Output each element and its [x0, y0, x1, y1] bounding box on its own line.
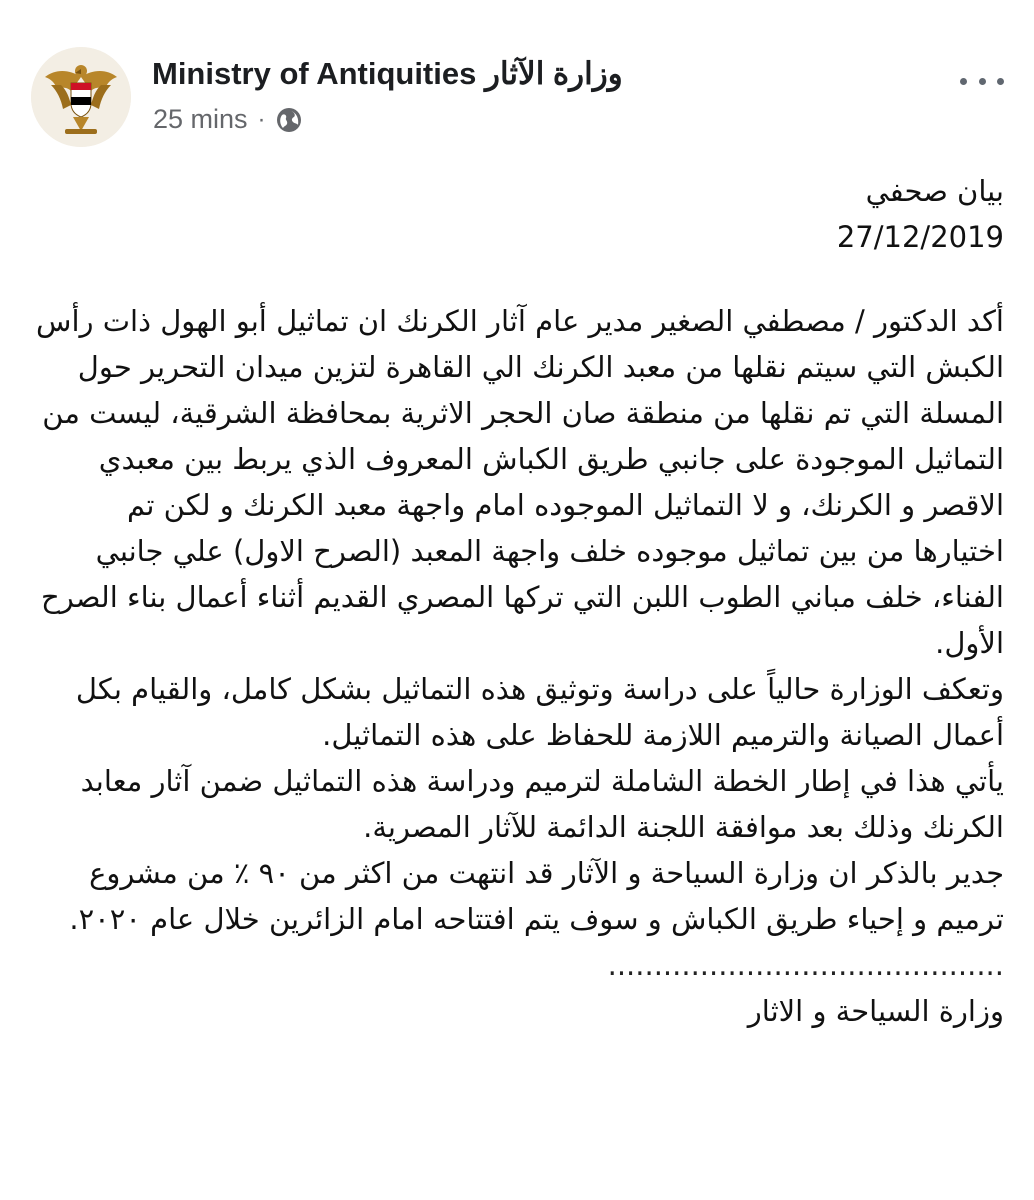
eagle-emblem-icon: [31, 47, 131, 147]
page-name-link[interactable]: Ministry of Antiquities وزارة الآثار: [152, 56, 623, 91]
more-options-icon[interactable]: [960, 68, 1004, 94]
post-paragraph-3: يأتي هذا في إطار الخطة الشاملة لترميم ودراسة هذه التماثيل ضمن آثار معابد الكرنك وذلك بعد موافقة اللجنة الدائمة للآثار المصرية.: [80, 764, 1004, 844]
post-paragraph-1: أكد الدكتور / مصطفي الصغير مدير عام آثار الكرنك ان تماثيل أبو الهول ذات رأس الكبش التي سيتم نقلها من معبد الكرنك الي القاهرة لتزين ميدان التحرير حول المسلة التي تم نقلها من منطقة صان الحجر الاثرية بمحافظة الشرقية، ليست من التماثيل الموجودة على جانبي طريق الكباش المعروف الذي يربط بين معبدي الاقصر و الكرنك، و لا التماثيل الموجوده امام واجهة معبد الكرنك و لكن تم اختيارها من بين تماثيل موجوده خلف واجهة المعبد (الصرح الاول) علي جانبي الفناء، خلف مباني الطوب اللبن التي تركها المصري القديم أثناء أعمال بناء الصرح الأول.: [36, 304, 1004, 660]
more-dot: [979, 78, 986, 85]
more-dot: [997, 78, 1004, 85]
dotted-separator: ...........................................: [607, 948, 1004, 982]
post-body: [30, 168, 1004, 1034]
post-meta: [153, 104, 302, 135]
post-heading: بيان صحفي: [865, 174, 1004, 208]
post-paragraph-4: جدير بالذكر ان وزارة السياحة و الآثار قد انتهت من اكثر من ٩٠ ٪ من مشروع ترميم و إحياء طريق الكباش و سوف يتم افتتاحه امام الزائرين خلال عام ٢٠٢٠.: [69, 856, 1004, 936]
more-dot: [960, 78, 967, 85]
page-avatar[interactable]: [31, 47, 131, 147]
globe-icon[interactable]: [276, 107, 302, 133]
meta-separator: ·: [257, 105, 266, 133]
spacer: [30, 260, 1004, 298]
post-date: 27/12/2019: [836, 220, 1004, 254]
post-paragraph-2: وتعكف الوزارة حالياً على دراسة وتوثيق هذه التماثيل بشكل كامل، والقيام بكل أعمال الصيانة والترميم اللازمة للحفاظ على هذه التماثيل.: [75, 672, 1004, 752]
post-timestamp[interactable]: 25 mins: [153, 104, 248, 134]
post-signature: وزارة السياحة و الاثار: [747, 994, 1004, 1028]
